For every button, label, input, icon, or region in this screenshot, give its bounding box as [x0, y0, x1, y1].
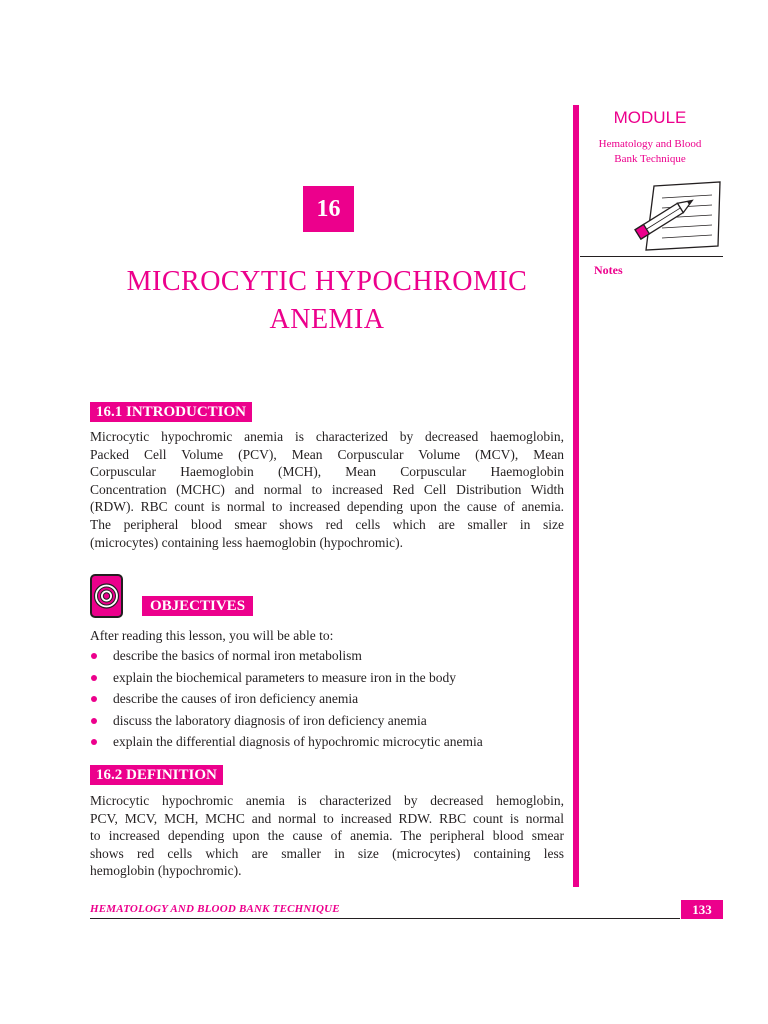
objective-text: explain the biochemical parameters to measure iron in the body	[113, 669, 457, 685]
chapter-title-line1: MICROCYTIC HYPOCHROMIC	[126, 266, 528, 297]
introduction-paragraph	[90, 428, 564, 551]
paragraph-line: shows red cells which are smaller in size (microcytes) containing less	[90, 845, 564, 861]
page-number: 133	[681, 900, 723, 919]
notes-rule	[580, 256, 723, 257]
objectives-intro: After reading this lesson, you will be able to:	[90, 628, 334, 643]
paragraph-line: Microcytic hypochromic anemia is characterized by decreased hemoglobin,	[90, 793, 564, 808]
chapter-number: 16	[303, 186, 354, 232]
paragraph-line: Microcytic hypochromic anemia is characterized by decreased haemoglobin,	[90, 429, 564, 444]
notepad-pencil-icon	[622, 180, 722, 252]
section-heading-introduction: 16.1 INTRODUCTION	[90, 402, 252, 422]
objective-text: discuss the laboratory diagnosis of iron deficiency anemia	[113, 712, 427, 728]
module-label: MODULE	[613, 108, 687, 127]
list-item	[90, 710, 483, 732]
list-item	[90, 645, 483, 667]
paragraph-line: (RDW). RBC count is normal to increased depending upon the cause of anemia.	[90, 499, 564, 515]
list-item	[90, 667, 483, 689]
module-subject-line1: Hematology and Blood	[598, 138, 702, 150]
bullet-icon	[91, 696, 97, 702]
paragraph-line: Corpuscular Haemoglobin (MCH), Mean Corpuscular Haemoglobin	[90, 464, 564, 480]
bullet-icon	[91, 653, 97, 659]
paragraph-line: PCV, MCV, MCH, MCHC and normal to increased RDW. RBC count is normal	[90, 810, 564, 826]
chapter-title-line2: ANEMIA	[269, 304, 385, 335]
section-heading-definition: 16.2 DEFINITION	[90, 765, 223, 785]
objective-text: describe the causes of iron deficiency anemia	[113, 691, 359, 706]
notes-label: Notes	[594, 263, 623, 277]
margin-divider	[573, 105, 579, 887]
bullet-icon	[91, 718, 97, 724]
paragraph-line: hemoglobin (hypochromic).	[90, 863, 242, 879]
paragraph-line: Concentration (MCHC) and normal to increased Red Cell Distribution Width	[90, 481, 564, 497]
paragraph-line: (microcytes) containing less haemoglobin (hypochromic).	[90, 534, 404, 550]
footer-rule	[90, 918, 680, 919]
chapter-title	[70, 263, 584, 339]
bullet-icon	[91, 675, 97, 681]
bullet-icon	[91, 739, 97, 745]
module-subject	[588, 137, 712, 167]
module-subject-line2: Bank Technique	[614, 153, 686, 165]
paragraph-line: Packed Cell Volume (PCV), Mean Corpuscular Volume (MCV), Mean	[90, 446, 564, 462]
definition-paragraph	[90, 792, 564, 880]
target-icon	[90, 574, 123, 618]
footer-book-title: HEMATOLOGY AND BLOOD BANK TECHNIQUE	[90, 903, 340, 915]
paragraph-line: to increased depending upon the cause of anemia. The peripheral blood smear	[90, 828, 564, 844]
list-item	[90, 688, 483, 710]
objective-text: explain the differential diagnosis of hypochromic microcytic anemia	[113, 734, 483, 749]
objective-text: describe the basics of normal iron metabolism	[113, 648, 362, 663]
list-item	[90, 731, 483, 753]
paragraph-line: The peripheral blood smear shows red cells which are smaller in size	[90, 516, 564, 532]
objectives-list	[90, 645, 483, 753]
section-heading-objectives: OBJECTIVES	[142, 596, 253, 616]
